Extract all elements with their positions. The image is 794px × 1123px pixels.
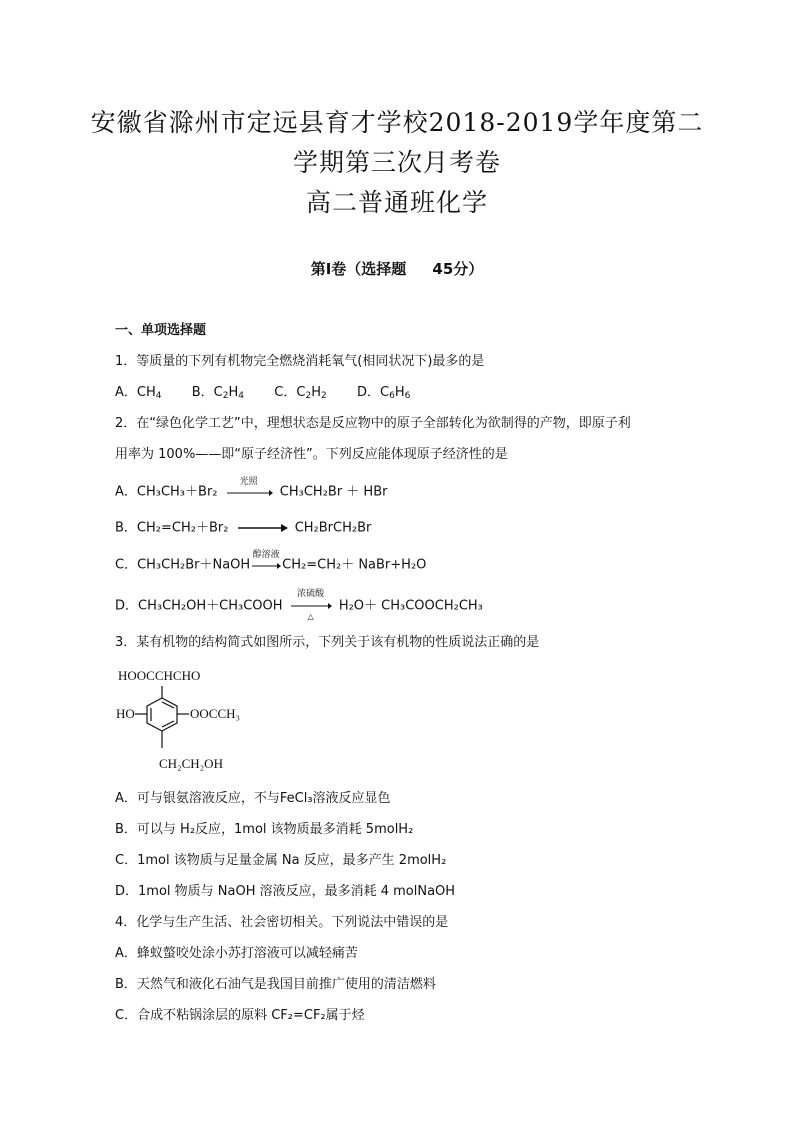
question-3-stem: 3．某有机物的结构简式如图所示，下列关于该有机物的性质说法正确的是 <box>115 635 540 650</box>
reaction-arrow-icon: 醇溶液 <box>251 557 281 573</box>
q2-option-a: A．CH₃CH₃＋Br₂ 光照 CH₃CH₂Br ＋ HBr <box>115 477 388 500</box>
q2-option-c: C．CH₃CH₂Br＋NaOH 醇溶液 CH₂=CH₂＋ NaBr+H₂O <box>115 550 427 573</box>
q1-option-b: B．$C_2H_4$ <box>191 385 245 401</box>
question-4-stem: 4．化学与生产生活、社会密切相关。下列说法中错误的是 <box>115 915 449 930</box>
q2-option-d: D．CH₃CH₂OH＋CH₃COOH 浓硫酸 △ H₂O＋ CH₃COOCH₂CH₃ <box>115 589 483 621</box>
struct-label-left: HO <box>116 706 135 721</box>
q4-option-a: A．蜂蚁螫咬处涂小苏打溶液可以减轻痛苦 <box>115 946 358 961</box>
struct-label-bottom: CH₂CH₂OH <box>159 756 223 771</box>
question-2-stem-line-2: 用率为 100%——即“原子经济性”。下列反应能体现原子经济性的是 <box>115 447 508 462</box>
reaction-arrow-icon: 浓硫酸 △ <box>290 598 332 614</box>
part-title: 一、单项选择题 <box>115 323 207 338</box>
q3-option-c: C．1mol 该物质与足量金属 Na 反应，最多产生 2molH₂ <box>115 853 447 868</box>
q2-option-b: B．CH₂=CH₂＋Br₂ CH₂BrCH₂Br <box>115 520 372 536</box>
volume-heading: 第Ⅰ卷（选择题 45分） <box>310 260 484 278</box>
exam-title-line-2: 学期第三次月考卷 <box>292 148 501 177</box>
question-1-stem: 1．等质量的下列有机物完全燃烧消耗氧气(相同状况下)最多的是 <box>115 354 485 369</box>
q1-option-a: A．$CH_4$ <box>115 385 162 401</box>
question-2-stem-line-1: 2．在“绿色化学工艺”中，理想状态是反应物中的原子全部转化为欲制得的产物，即原子利 <box>115 416 631 431</box>
struct-label-right: OOCCH₃ <box>190 706 241 721</box>
exam-title-line-1: 安徽省滁州市定远县育才学校2018-2019学年度第二 <box>90 108 704 137</box>
q1-option-d: D．$C_6H_6$ <box>356 385 411 401</box>
q1-option-c: C．$C_2H_2$ <box>274 385 327 401</box>
q3-option-d: D．1mol 物质与 NaOH 溶液反应，最多消耗 4 molNaOH <box>115 884 456 899</box>
struct-label-top: HOOCCHCHO <box>118 668 201 683</box>
exam-title-line-3: 高二普通班化学 <box>305 188 488 217</box>
q4-option-b: B．天然气和液化石油气是我国目前推广使用的清洁燃料 <box>115 977 436 992</box>
q4-option-c: C．合成不粘锅涂层的原料 CF₂=CF₂属于烃 <box>115 1008 365 1023</box>
reaction-arrow-icon <box>236 520 288 536</box>
q3-option-b: B．可以与 H₂反应，1mol 该物质最多消耗 5molH₂ <box>115 822 414 837</box>
reaction-arrow-icon: 光照 <box>225 484 273 500</box>
q3-option-a: A．可与银氨溶液反应，不与FeCl₃溶液反应显色 <box>115 791 391 806</box>
question-1-options <box>115 385 410 401</box>
structural-formula <box>115 668 285 776</box>
